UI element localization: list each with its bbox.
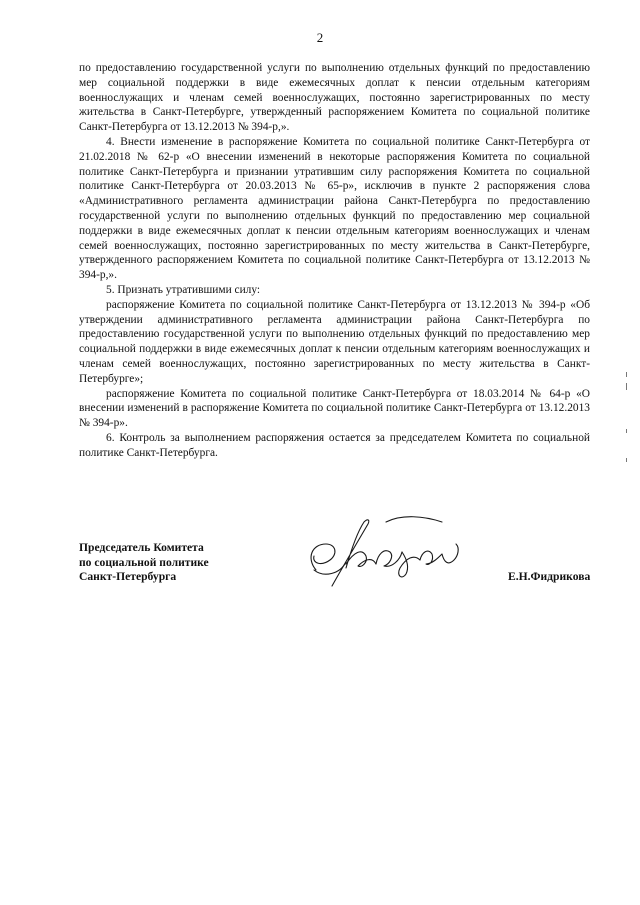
signer-title-line: Санкт-Петербурга xyxy=(79,570,177,584)
paragraph-item-4: 4. Внести изменение в распоряжение Комитета по социальной политике Санкт-Петербурга от 21.02.2018 № 62-р «О внесении изменений в некоторые распоряжения Комитета по социальной политике Санкт-Петербурга и признании утратившим силу распоряжения Комитета по социальной политике Санкт-Петербурга от 20.03.2013 № 65-р», исключив в пункте 2 распоряжения слова «Административного регламента администрации района Санкт-Петербурга по предоставлению государственной услуги по выполнению отдельных функций по предоставлению мер социальной поддержки в виде ежемесячных доплат к пенсии отдельным категориям военнослужащих и членам семей военнослужащих, постоянно зарегистрированных по месту жительства в Санкт-Петербурге, утвержденного распоряжением Комитета по социальной политике Санкт-Петербурга от 13.12.2013 № 394-р,». xyxy=(79,135,590,282)
handwritten-signature-icon xyxy=(302,508,472,598)
signer-title xyxy=(79,541,209,585)
page-number: 2 xyxy=(316,30,324,45)
paragraph-item-5-heading: 5. Признать утратившими силу: xyxy=(106,283,261,296)
paragraph-continuation: по предоставлению государственной услуги по выполнению отдельных функций по предоставлению мер социальной поддержки в виде ежемесячных доплат к пенсии отдельным категориям военнослужащих и членам семей военнослужащих, постоянно зарегистрированных по месту жительства в Санкт-Петербурге, утвержденный распоряжением Комитета по социальной политике Санкт-Петербурга от 13.12.2013 № 394-р,». xyxy=(79,62,590,134)
paragraph-item-6: 6. Контроль за выполнением распоряжения остается за председателем Комитета по социальной политике Санкт-Петербурга. xyxy=(79,431,590,459)
scan-margin-mark xyxy=(626,383,627,390)
signer-name: Е.Н.Фидрикова xyxy=(508,570,591,583)
scan-margin-mark xyxy=(626,429,627,433)
paragraph-revoked-394: распоряжение Комитета по социальной политике Санкт-Петербурга от 13.12.2013 № 394-р «Об утверждении административного регламента администрации района Санкт-Петербурга по предоставлению государственной услуги по выполнению отдельных функций по предоставлению мер социальной поддержки в виде ежемесячных доплат к пенсии отдельным категориям военнослужащих и членам семей военнослужащих, постоянно зарегистрированных по месту жительства в Санкт-Петербурге»; xyxy=(79,298,590,385)
signer-title-line: по социальной политике xyxy=(79,555,209,569)
signer-title-line: Председатель Комитета xyxy=(79,541,204,554)
paragraph-revoked-64: распоряжение Комитета по социальной политике Санкт-Петербурга от 18.03.2014 № 64-р «О внесении изменений в распоряжение Комитета по социальной политике Санкт-Петербурга от 13.12.2013 № 394-р». xyxy=(79,387,590,430)
scan-margin-mark xyxy=(626,458,627,462)
document-body xyxy=(79,61,590,461)
scan-margin-mark xyxy=(626,372,627,377)
